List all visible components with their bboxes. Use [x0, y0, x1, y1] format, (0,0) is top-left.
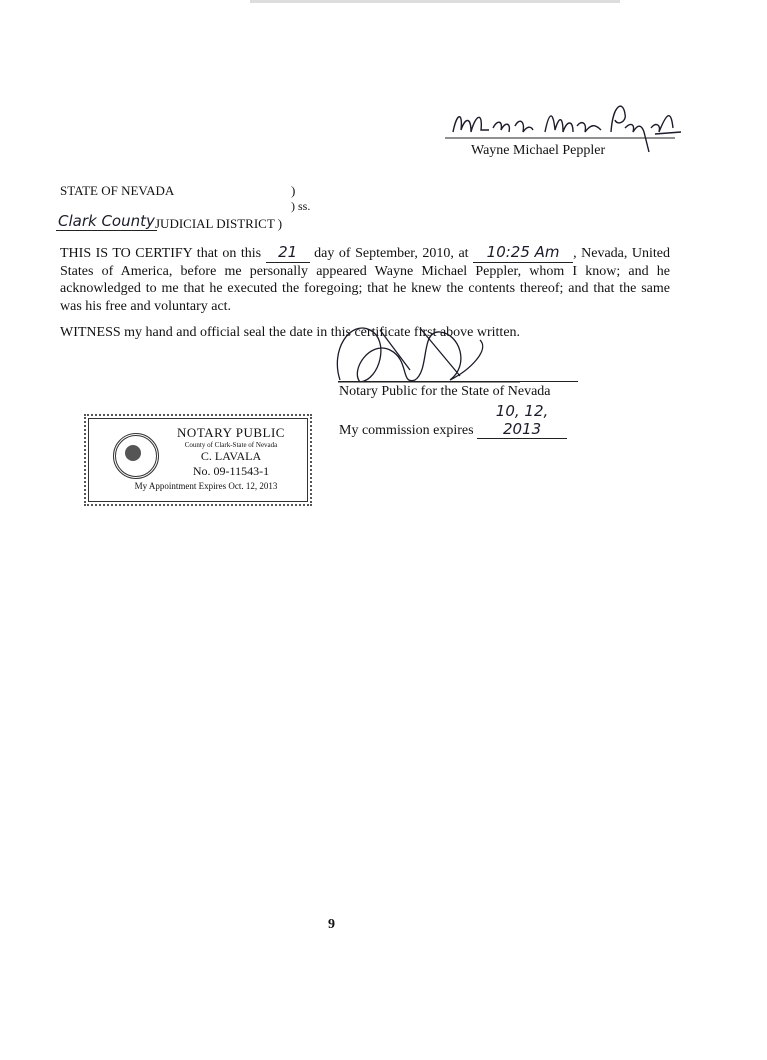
notary-stamp: [88, 418, 308, 502]
venue-ss: ) ss.: [291, 199, 311, 213]
witness-text: WITNESS my hand and official seal the date in this certificate first above written.: [60, 325, 521, 340]
certify-time: 10:25 Am: [473, 244, 573, 263]
notary-signature: [320, 310, 520, 390]
certify-day: 21: [266, 244, 310, 263]
stamp-name: C. LAVALA: [200, 449, 262, 463]
venue-county-handwritten: Clark County: [58, 212, 155, 230]
stamp-appointment: My Appointment Expires Oct. 12, 2013: [134, 481, 278, 491]
certify-text-3: , Nevada, United States of America, before me personally appeared Wayne Michael Peppler, whom I know; and he acknowledged to me that he executed the foregoing; that he knew the contents thereof; and that the same was his free and voluntary act.: [60, 246, 671, 314]
certify-text-1: THIS IS TO CERTIFY that on this: [60, 246, 262, 261]
certify-paragraph: [60, 244, 670, 315]
signer-name: Wayne Michael Peppler: [471, 143, 606, 158]
notary-line-1: Notary Public for the State of Nevada: [339, 384, 551, 399]
venue-district: JUDICIAL DISTRICT ): [155, 216, 283, 231]
scan-artifact: [250, 0, 620, 3]
venue-paren: ): [291, 183, 296, 198]
notary-signature-line: [338, 381, 578, 382]
stamp-title: NOTARY PUBLIC: [177, 425, 285, 440]
certify-text-2: day of September, 2010, at: [314, 246, 469, 261]
stamp-number: No. 09-11543-1: [192, 464, 270, 478]
page-number: 9: [328, 917, 335, 932]
state-seal-icon: [113, 433, 159, 479]
notary-line-2: My commission expires 10, 12, 2013: [339, 402, 567, 439]
venue-state: STATE OF NEVADA: [60, 183, 175, 198]
notary-expires: 10, 12, 2013: [477, 402, 567, 439]
stamp-county: County of Clark-State of Nevada: [184, 441, 278, 449]
